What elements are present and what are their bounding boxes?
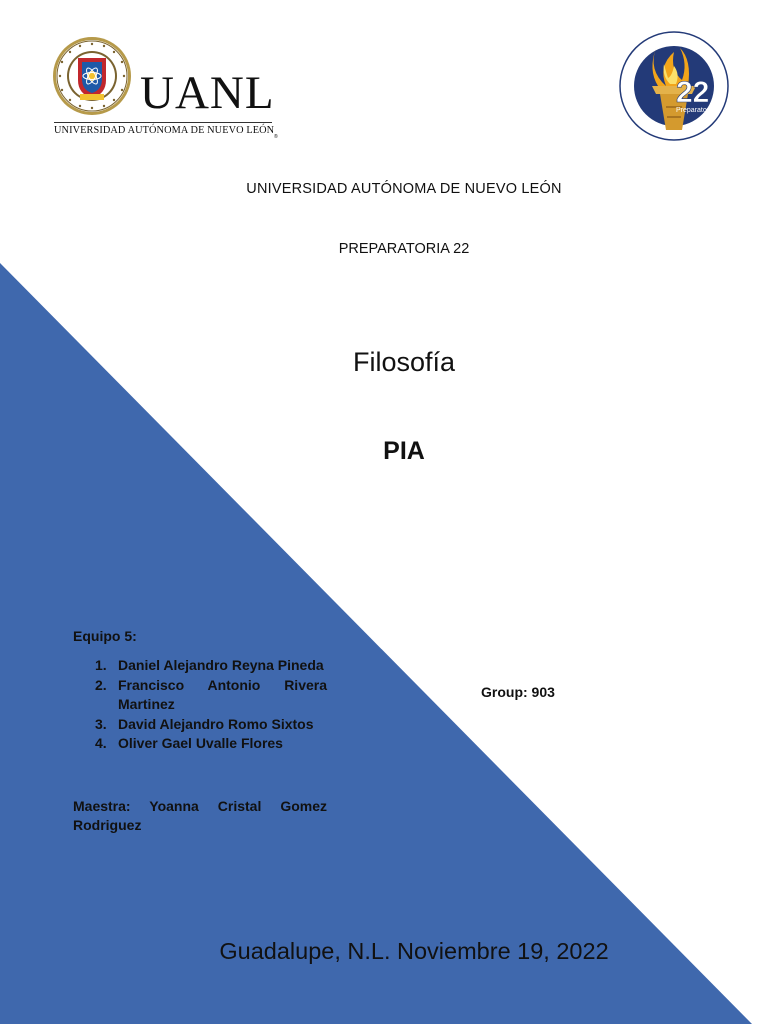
member-number: 2. (95, 676, 107, 693)
document-type: PIA (383, 437, 425, 465)
team-block (73, 628, 327, 836)
uanl-subtitle: UNIVERSIDAD AUTÓNOMA DE NUEVO LEÓN (54, 125, 275, 136)
team-members-list (73, 656, 327, 754)
prepa22-number: 22 (676, 76, 710, 109)
list-item (95, 734, 327, 754)
prepa22-label: Preparatoria (676, 107, 715, 114)
uanl-seal-icon (52, 36, 132, 116)
list-item (95, 656, 327, 676)
group-label: Group: 903 (481, 684, 555, 700)
list-item (95, 676, 327, 715)
place-date: Guadalupe, N.L. Noviembre 19, 2022 (219, 938, 609, 964)
member-number: 4. (95, 735, 107, 751)
team-label: Equipo 5: (73, 628, 137, 644)
registered-mark: ® (274, 134, 278, 140)
teacher-name: Maestra: Yoanna Cristal Gomez Rodriguez (73, 797, 327, 833)
member-number: 3. (95, 715, 107, 732)
subject-title: Filosofía (352, 347, 456, 377)
member-name: Oliver Gael Uvalle Flores (118, 735, 283, 751)
prepa22-logo-icon (618, 30, 730, 142)
member-name: David Alejandro Romo Sixtos (118, 715, 314, 732)
university-title: UNIVERSIDAD AUTÓNOMA DE NUEVO LEÓN (246, 181, 562, 197)
member-number: 1. (95, 657, 107, 673)
uanl-divider (54, 122, 272, 123)
uanl-wordmark: UANL (140, 67, 275, 119)
uanl-logo (52, 36, 292, 146)
member-name: Francisco Antonio Rivera Martinez (118, 676, 327, 712)
member-name: Daniel Alejandro Reyna Pineda (118, 657, 324, 673)
school-title: PREPARATORIA 22 (338, 241, 470, 257)
list-item (95, 715, 327, 735)
